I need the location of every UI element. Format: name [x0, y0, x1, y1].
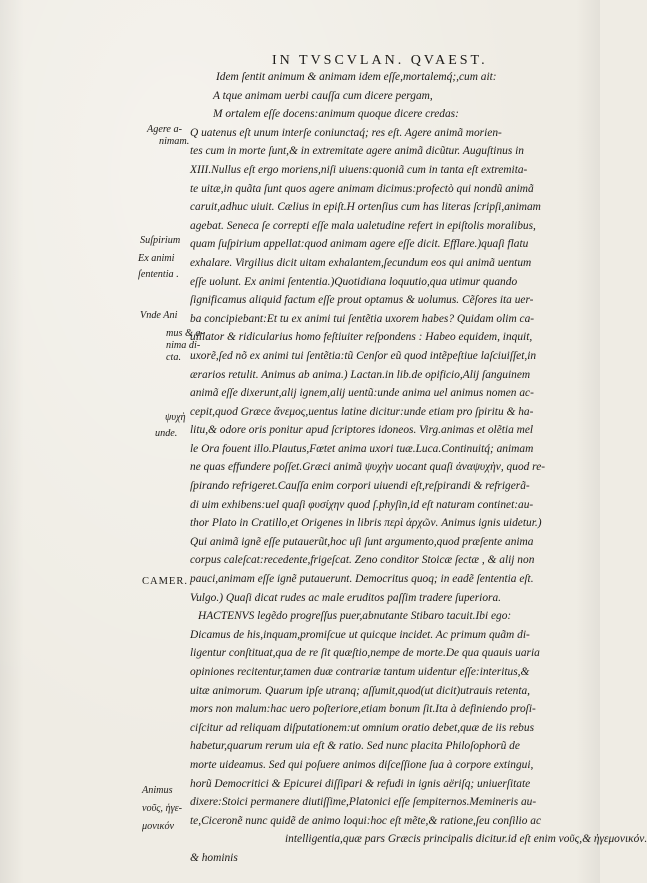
margin-note-line: nimam. [159, 136, 190, 147]
margin-note-unde-animus [140, 310, 204, 364]
margin-note-camer [142, 576, 188, 588]
main-text-block [190, 68, 647, 868]
margin-note-line: CAMER. [142, 576, 188, 587]
margin-note-suspirium [140, 235, 180, 247]
margin-note-line: Vnde Ani [140, 310, 178, 321]
text-line: uitæ animorum. Quarum ipſe utranq; aſſumit,quod(ut dicit)utrauis retenta, [190, 684, 531, 697]
text-line: tes cum in morte ſunt,& in extremitate agere animã dicũtur. Auguſtinus in [190, 145, 524, 158]
margin-note-line: Animus [142, 785, 173, 796]
text-line: ligentur conſtituat,qua de re ſit quæſtio,nempe de morte.De qua quauis uaria [190, 647, 540, 660]
text-line: di uim exhibens:uel quaſi φυσίχην quod ſ.phyſin,id eſt naturam continet:au- [190, 498, 534, 511]
margin-note-line: μονικόν [142, 821, 175, 832]
text-line: opiniones recitentur,tamen duæ contrariæ tantum uidentur eſſe:interitus,& [190, 666, 530, 678]
text-line: thor Plato in Cratillo,et Origenes in libris περὶ ἀρχῶν. Animus ignis uidetur.) [190, 517, 542, 530]
text-line: animã eſſe dixerunt,alij ignem,alij uentũ:unde anima uel animus nomen ac- [190, 387, 534, 400]
text-line: horũ Democritici & Epicurei diſſipari & refudi in ignis aëriſq; uniuerſitate [190, 777, 531, 790]
text-line: caruit,adhuc uiuit. Cælius in epiſt.H ortenſius cum has literas ſcripſi,animam [190, 201, 541, 214]
text-line: Idem ſentit animum & animam idem eſſe,mortalemq́;,cum ait: [216, 71, 497, 83]
text-line: uxorẽ,ſed nõ ex animi tui ſentẽtia:tũ Cenſor eũ quod intẽpeſtiue laſciuiſſet,in [190, 349, 537, 362]
text-line: uillator & ridicularius homo feſtiuiter reſpondens : Habeo equidem, inquit, [190, 331, 533, 344]
text-line: dixere:Stoici permanere diutiſſime,Platonici eſſe ſempiternos.Memineris au- [190, 796, 537, 809]
text-line: Vulgo.) Quaſi dicat rudes ac male eruditos paſſim tradere ſuperiora. [190, 591, 501, 604]
text-line: ſpirando refrigeret.Cauſſa enim corpori uiuendi eſt,reſpirandi & refrigerã- [190, 480, 530, 493]
text-line: ærarios retulit. Animus ab anima.) Lactan.in lib.de opificio,Alij ſanguinem [190, 368, 531, 381]
margin-note-line: mus & a- [166, 328, 204, 339]
text-line: Qui animã ignẽ eſſe putauerũt,hoc uſi ſunt argumento,quod præſente anima [190, 535, 534, 548]
text-line: ne quas effundere poſſet.Græci animã ψυχὴν uocant quaſi ἀναψυχὴν, quod re- [190, 461, 546, 474]
text-line: Q uatenus eſt unum interſe coniunctaq́; res eſt. Agere animã morien- [190, 126, 502, 139]
margin-note-line: unde. [155, 428, 178, 439]
text-line: M ortalem eſſe docens:animum quoque dicere credas: [213, 108, 459, 121]
margin-note-line: νοῦς, ἡγε- [142, 803, 182, 814]
text-line: & hominis [190, 851, 238, 864]
text-line: A tque animam uerbi cauſſa cum dicere pergam, [213, 89, 433, 102]
margin-note-line: Ex animi [138, 253, 175, 264]
text-line: te uitæ,in quãta ſunt quos agere animam dicimus:profectò qui nondũ animã [190, 182, 534, 195]
text-line: habetur,quarum rerum uia eſt & ratio. Sed nunc placita Philoſophorũ de [190, 740, 520, 753]
text-line: cepit,quod Græce ἄνεμος,uentus latine dicitur:unde etiam pro ſpiritu & ha- [190, 405, 534, 418]
margin-note-ex-animi [138, 253, 179, 281]
text-line: ciſcitur ad reliquam diſputationem:ut omnium oratio debet,quæ de iis rebus [190, 721, 535, 734]
text-line: HACTENVS legẽdo progreſſus puer,abnutante Stibaro tacuit.Ibi ego: [198, 610, 512, 623]
margin-note-animus [142, 785, 182, 833]
text-line: le Ora fouent illo.Plautus,Fœtet anima uxori tuæ.Luca.Continuitq́; animam [190, 442, 534, 455]
text-line: intelligentia,quæ pars Græcis principalis dicitur.id eſt enim νοῦς,& ἡγεμονικόν. [285, 833, 647, 846]
text-line: mors non malum:hac uero poſteriore,etiam bonum ſit.Ita à definiendo proſi- [190, 703, 536, 716]
running-header: IN TVSCVLAN. QVAEST. [272, 53, 488, 68]
text-line: corpus caleſcat:recedente,frigeſcat. Zeno conditor Stoicæ ſectæ , & alij non [190, 554, 535, 567]
text-line: exhalare. Virgilius dicit uitam exhalantem,ſecundum eos qui animã uentum [190, 256, 532, 269]
text-line: ba concipiebant:Et tu ex animi tui ſentẽtia uxorem habes? Quidam olim ca- [190, 312, 535, 325]
margin-note-line: ψυχὴ [165, 412, 186, 423]
text-line: pauci,animam eſſe ignẽ putauerunt. Democritus quoq; in eadẽ ſententia eſt. [190, 573, 534, 586]
text-line: XIII.Nullus eſt ergo moriens,niſi uiuens:quoniã cum in tanta eſt extremita- [190, 163, 528, 176]
text-line: agebat. Seneca ſe correpti eſſe mala ualetudine refert in epiſtolis moralibus, [190, 219, 536, 232]
margin-note-line: Suſpirium [140, 235, 181, 246]
text-line: litu,& odore oris ponitur apud ſcriptores idoneos. Virg.animas et olẽtia mel [190, 424, 534, 437]
margin-note-line: nima di- [166, 340, 201, 351]
text-line: ſignificamus aliquid factum eſſe prout optamus & uolumus. Cẽſores ita uer- [190, 294, 534, 307]
text-line: Dicamus de his,inquam,promiſcue ut quicque incidet. Ac primum quãm di- [190, 628, 530, 641]
text-line: eſſe uolunt. Ex animi ſententia.)Quotidiana loquutio,qua utimur quando [190, 275, 518, 288]
text-line: te,Ciceronẽ nunc quidẽ de animo loqui:hoc eſt mẽte,& ratione,ſeu conſilio ac [190, 814, 542, 827]
margin-note-line: ſententia . [138, 269, 179, 280]
margin-note-agere-animam [147, 124, 189, 148]
text-line: quam ſuſpirium appellat:quod animam agere eſſe dicit. Efflare.)quaſi flatu [190, 238, 529, 251]
margin-note-psyche [155, 412, 186, 440]
text-line: morte uideamus. Sed qui poſuere animos diſceſſione ſua à corpore extingui, [190, 758, 534, 771]
margin-note-line: Agere a- [147, 124, 182, 135]
margin-note-line: cta. [166, 352, 181, 363]
